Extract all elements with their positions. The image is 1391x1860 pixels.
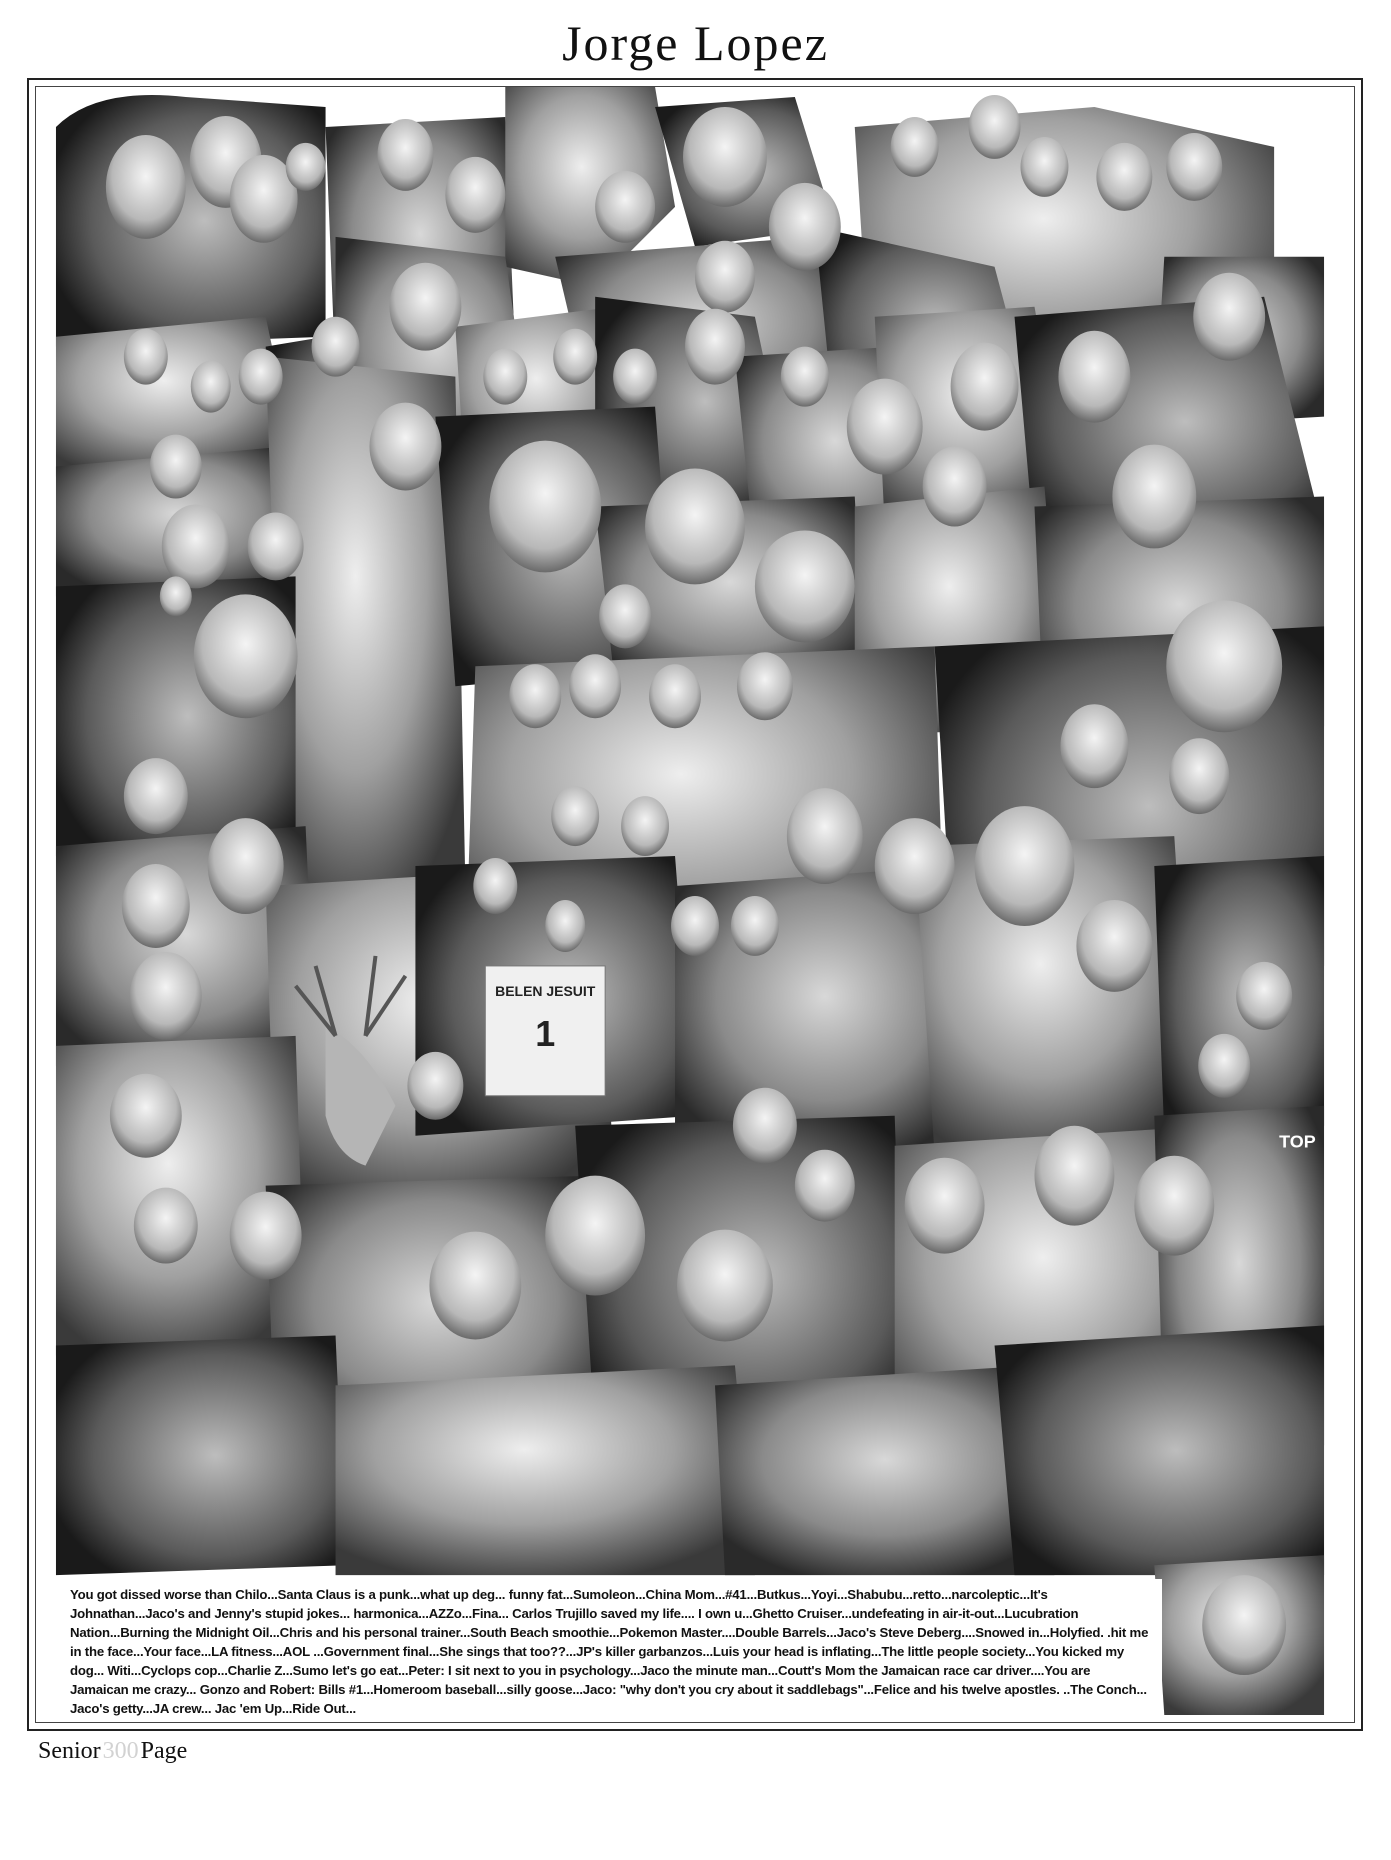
footer-prefix: Senior <box>38 1738 101 1764</box>
photo-collage-frame <box>35 86 1355 1723</box>
footer-suffix: Page <box>140 1738 188 1764</box>
page-footer <box>38 1738 187 1765</box>
shirt-text: TOP <box>1279 1131 1316 1152</box>
senior-caption: You got dissed worse than Chilo...Santa Claus is a punk...what up deg... funny fat...Sumoleon...China Mom...#41...Butkus...Yoyi...Shabubu...retto...narcoleptic...It's Johnathan...Jaco's and Jenny's stupid jokes... harmonica...AZZo...Fina... Carlos Trujillo saved my life.... I own u...Ghetto Cruiser...undefeating in air-it-out...Lucubration Nation...Burning the Midnight Oil...Chris and his personal trainer...South Beach smoothie...Pokemon Master....Double Barrels...Jaco's Steve Deberg....Snowed in...Holyfied. .hit me in the face...Your face...LA fitness...AOL ...Government final...She sings that too??...JP's killer garbanzos...Luis your head is inflating...The little people society...You kicked my dog... Witi...Cyclops cop...Charlie Z...Sumo let's go eat...Peter: I sit next to you in psychology...Jaco the minute man...Coutt's Mom the Jamaican race car driver....You are Jamaican me crazy... Gonzo and Robert: Bills #1...Homeroom baseball...silly goose...Jaco: "why don't you cry about it saddlebags"...Felice and his twelve apostles. ..The Conch... Jaco's getty...JA crew... Jac 'em Up...Ride Out... <box>60 1579 1162 1711</box>
page-number: 300 <box>102 1738 139 1764</box>
jersey <box>485 966 605 1096</box>
page-title: Jorge Lopez <box>562 15 829 71</box>
jersey-number: 1 <box>535 1012 556 1054</box>
jersey-text: BELEN JESUIT <box>495 982 596 999</box>
photo-collage <box>36 87 1354 1722</box>
